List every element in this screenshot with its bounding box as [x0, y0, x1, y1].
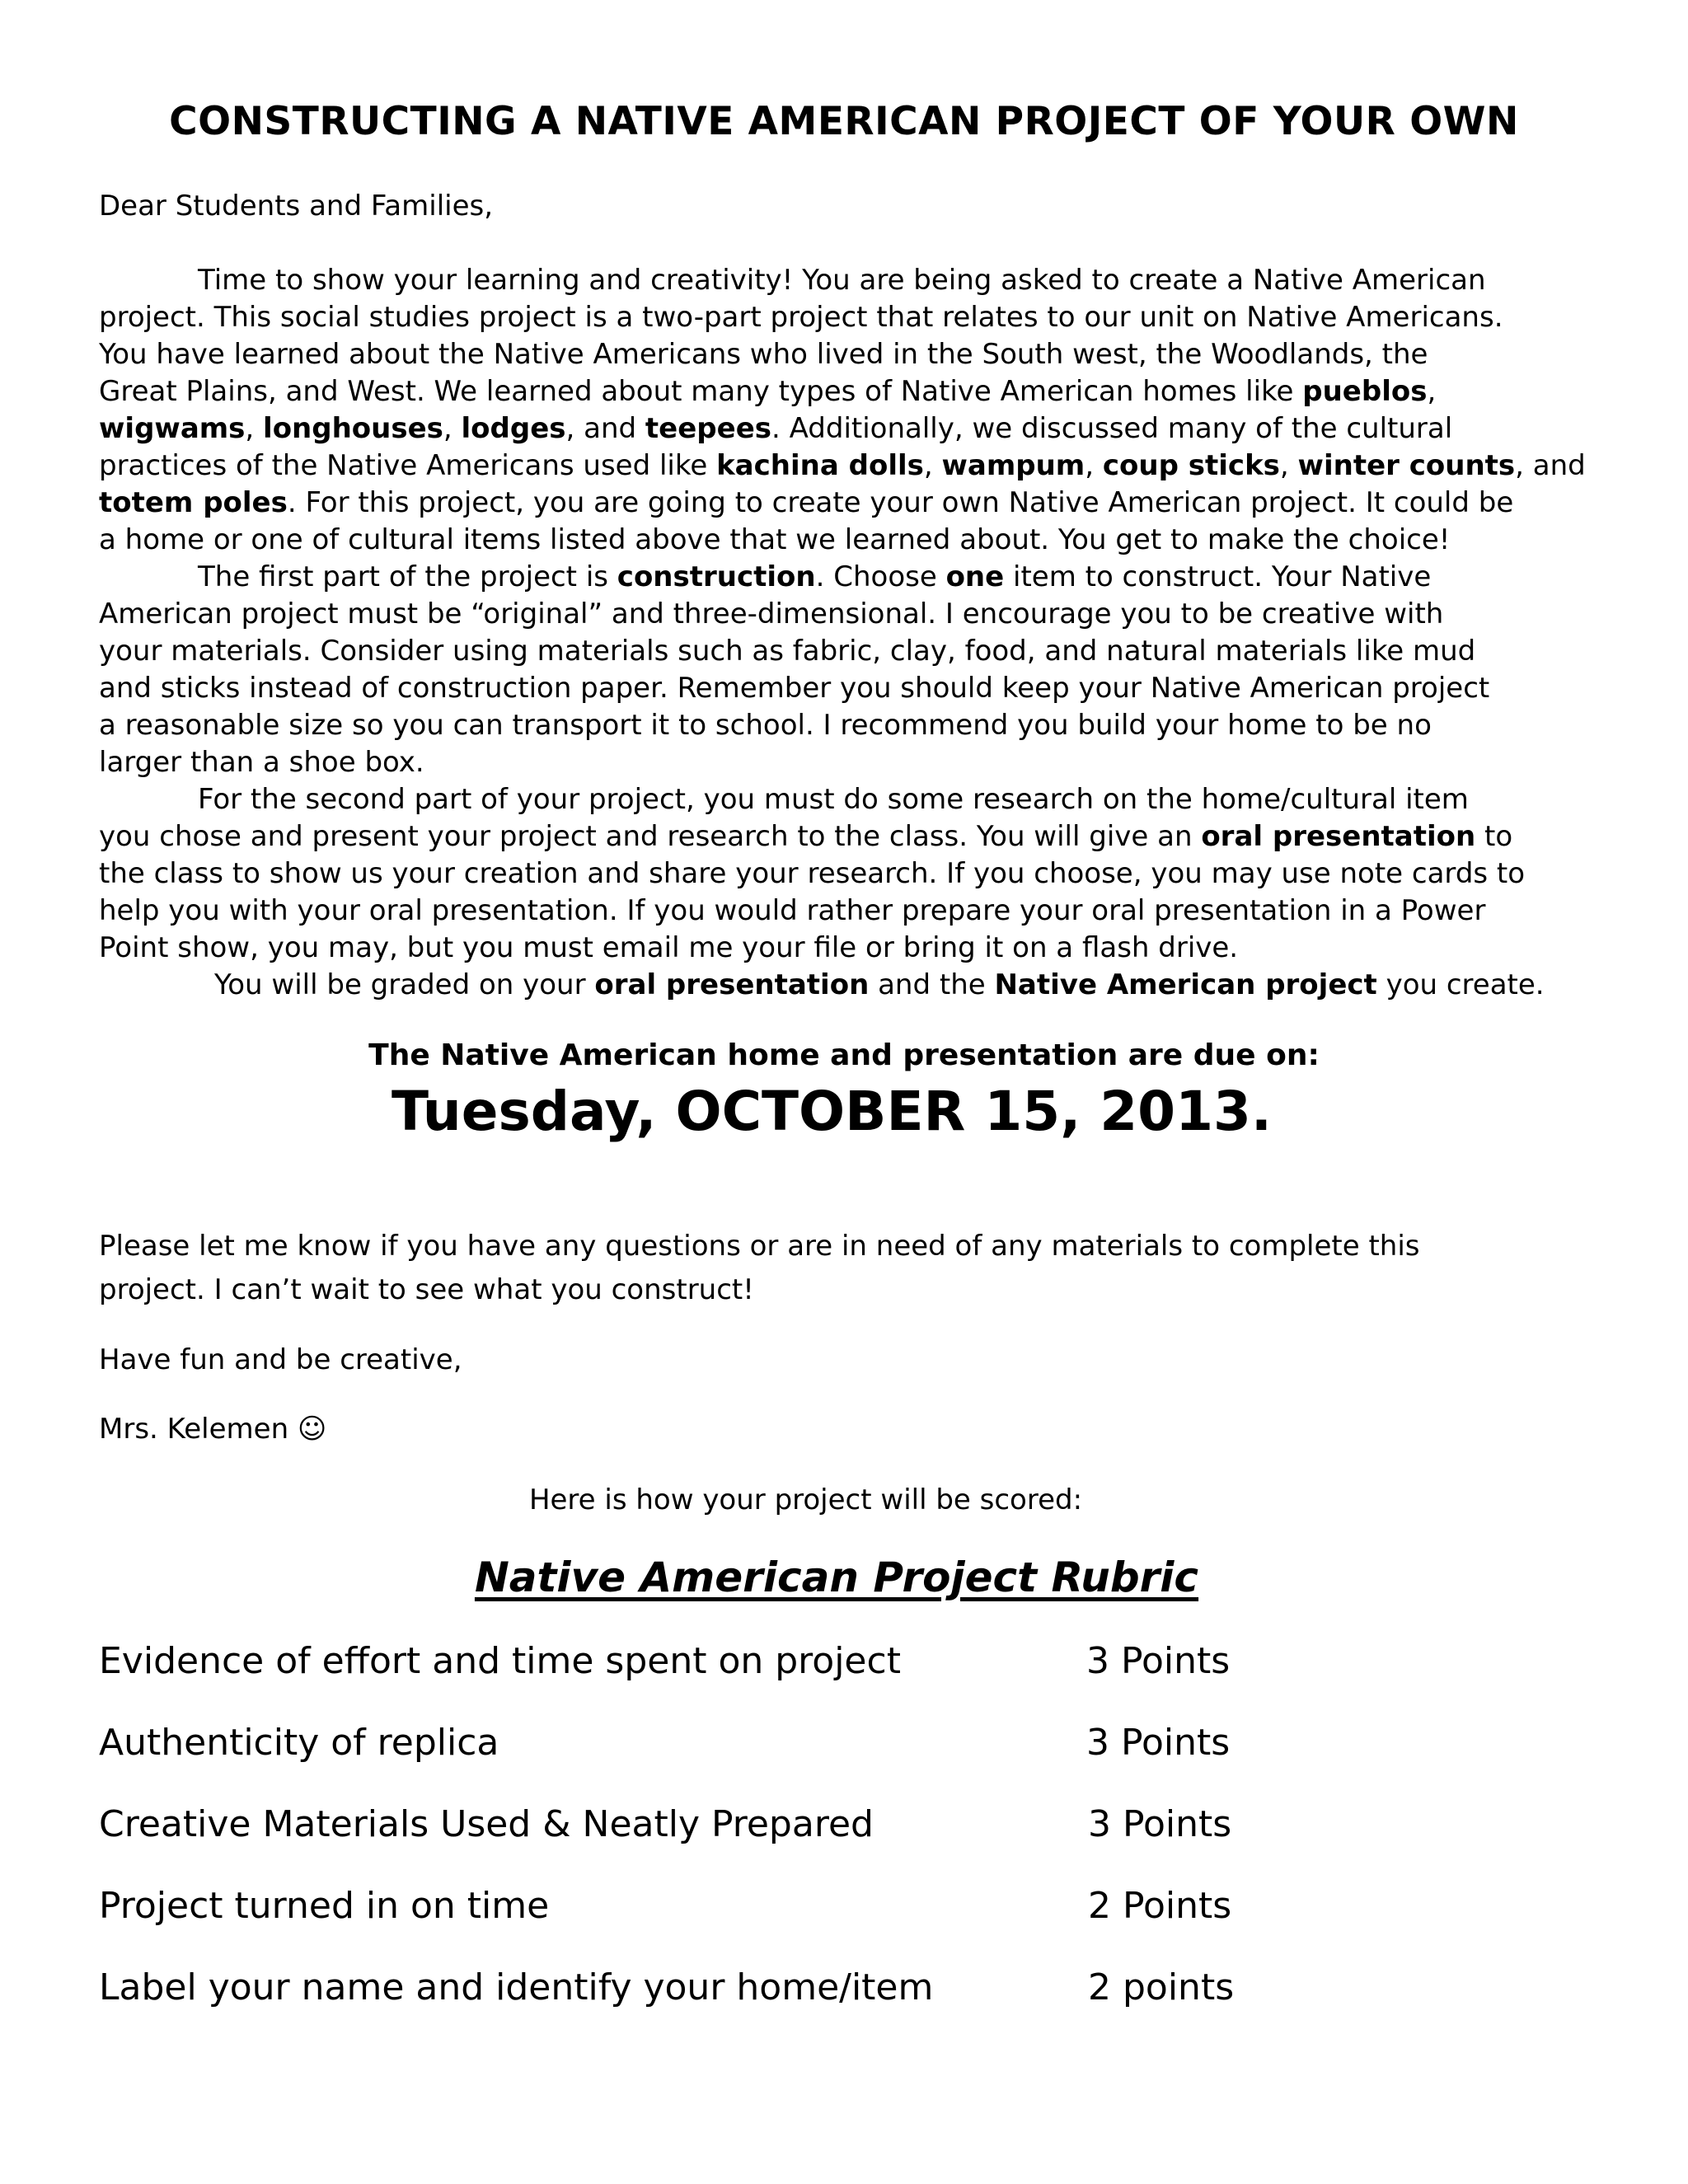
salutation: Dear Students and Families,: [99, 190, 494, 223]
paragraph-line: [99, 633, 1591, 670]
text-span: American project must be “original” and three-dimensional. I encourage you to be creative with: [99, 598, 1444, 630]
text-span: larger than a shoe box.: [99, 746, 424, 779]
keyword-coup-sticks: coup sticks: [1102, 449, 1280, 482]
due-date: Tuesday, OCTOBER 15, 2013.: [391, 1080, 1273, 1143]
text-span: You will be graded on your: [214, 968, 595, 1001]
paragraph-line: [99, 373, 1591, 410]
paragraph-line: [99, 522, 1591, 559]
text-span: ,: [1427, 375, 1437, 408]
text-span: item to construct. Your Native: [1004, 560, 1432, 593]
keyword-winter-counts: winter counts: [1297, 449, 1516, 482]
text-span: you chose and present your project and research to the class. You will give an: [99, 820, 1202, 853]
text-span: Great Plains, and West. We learned about many types of Native American homes like: [99, 375, 1303, 408]
page-title: CONSTRUCTING A NATIVE AMERICAN PROJECT OF YOUR OWN: [169, 99, 1519, 144]
text-span: . Additionally, we discussed many of the cultural: [771, 412, 1453, 445]
paragraph-line: [99, 781, 1591, 818]
rubric-points: 3 Points: [1086, 1722, 1231, 1764]
signature: Mrs. Kelemen ☺: [99, 1413, 327, 1446]
paragraph-line: [99, 596, 1591, 633]
keyword-wigwams: wigwams: [99, 412, 246, 445]
text-span: ,: [1085, 449, 1103, 482]
text-span: You have learned about the Native Americans who lived in the South west, the Woodlands, the: [99, 338, 1428, 371]
rubric-title: Native American Project Rubric: [474, 1554, 1199, 1601]
text-span: a home or one of cultural items listed above that we learned about. You get to make the choice!: [99, 523, 1451, 556]
rubric-criterion: Creative Materials Used & Neatly Prepared: [99, 1803, 874, 1845]
paragraph-line: [99, 707, 1591, 744]
keyword-kachina-dolls: kachina dolls: [716, 449, 924, 482]
paragraph-line: [99, 930, 1591, 967]
keyword-totem-poles: totem poles: [99, 486, 288, 519]
rubric-points: 2 points: [1088, 1966, 1235, 2008]
paragraph-line: [99, 410, 1591, 448]
rubric-criterion: Label your name and identify your home/item: [99, 1966, 934, 2008]
paragraph-line: [99, 855, 1591, 893]
paragraph-line: [99, 448, 1591, 485]
text-span: The first part of the project is: [198, 560, 617, 593]
paragraph-line: [99, 336, 1591, 373]
text-span: . For this project, you are going to create your own Native American project. It could be: [287, 486, 1514, 519]
text-span: the class to show us your creation and share your research. If you choose, you may use note cards to: [99, 857, 1526, 890]
paragraph-line: [99, 485, 1591, 522]
rubric-row: [99, 1966, 1335, 2016]
keyword-construction: construction: [617, 560, 816, 593]
text-span: you create.: [1376, 968, 1545, 1001]
keyword-one: one: [945, 560, 1005, 593]
keyword-pueblos: pueblos: [1302, 375, 1428, 408]
text-span: , and: [565, 412, 645, 445]
keyword-teepees: teepees: [645, 412, 771, 445]
keyword-oral-presentation: oral presentation: [594, 968, 870, 1001]
due-date-label: The Native American home and presentation are due on:: [368, 1038, 1320, 1072]
paragraph-line: [99, 893, 1591, 930]
text-span: Time to show your learning and creativity! You are being asked to create a Native American: [198, 264, 1486, 297]
text-span: , and: [1515, 449, 1586, 482]
rubric-points: 2 Points: [1088, 1885, 1232, 1927]
signoff: Have fun and be creative,: [99, 1343, 462, 1376]
text-span: Point show, you may, but you must email me your file or bring it on a flash drive.: [99, 931, 1239, 964]
text-span: help you with your oral presentation. If you would rather prepare your oral presentation in a Power: [99, 894, 1486, 927]
paragraph-line: [99, 670, 1591, 707]
keyword-wampum: wampum: [941, 449, 1085, 482]
letter-body: [99, 262, 1591, 1004]
paragraph-line: [99, 818, 1591, 855]
text-span: practices of the Native Americans used like: [99, 449, 717, 482]
text-span: ,: [923, 449, 942, 482]
text-span: your materials. Consider using materials such as fabric, clay, food, and natural materials like mud: [99, 635, 1476, 668]
closing-line: Please let me know if you have any questions or are in need of any materials to complete this: [99, 1230, 1420, 1263]
rubric-row: [99, 1722, 1335, 1771]
keyword-oral-presentation: oral presentation: [1201, 820, 1476, 853]
text-span: and the: [869, 968, 995, 1001]
paragraph-line: [99, 299, 1591, 336]
text-span: to: [1475, 820, 1513, 853]
paragraph-line: [99, 559, 1591, 596]
paragraph-line: [99, 262, 1591, 299]
rubric-row: [99, 1803, 1335, 1853]
closing-line: project. I can’t wait to see what you construct!: [99, 1273, 754, 1306]
keyword-lodges: lodges: [461, 412, 566, 445]
text-span: ,: [245, 412, 264, 445]
rubric-criterion: Evidence of effort and time spent on project: [99, 1640, 901, 1682]
keyword-native-american-project: Native American project: [994, 968, 1377, 1001]
text-span: and sticks instead of construction paper. Remember you should keep your Native American project: [99, 672, 1490, 705]
rubric-points: 3 Points: [1086, 1640, 1231, 1682]
paragraph-line: [99, 744, 1591, 781]
paragraph-line: [99, 967, 1591, 1004]
text-span: ,: [443, 412, 462, 445]
rubric-criterion: Authenticity of replica: [99, 1722, 499, 1764]
text-span: . Choose: [815, 560, 946, 593]
rubric-row: [99, 1885, 1335, 1934]
keyword-longhouses: longhouses: [263, 412, 443, 445]
rubric-intro: Here is how your project will be scored:: [528, 1483, 1083, 1516]
text-span: ,: [1279, 449, 1298, 482]
rubric-criterion: Project turned in on time: [99, 1885, 550, 1927]
text-span: a reasonable size so you can transport it to school. I recommend you build your home to be no: [99, 709, 1432, 742]
rubric-points: 3 Points: [1088, 1803, 1232, 1845]
text-span: For the second part of your project, you must do some research on the home/cultural item: [198, 783, 1469, 816]
text-span: project. This social studies project is a two-part project that relates to our unit on Native Americans.: [99, 301, 1503, 334]
rubric-row: [99, 1640, 1335, 1690]
